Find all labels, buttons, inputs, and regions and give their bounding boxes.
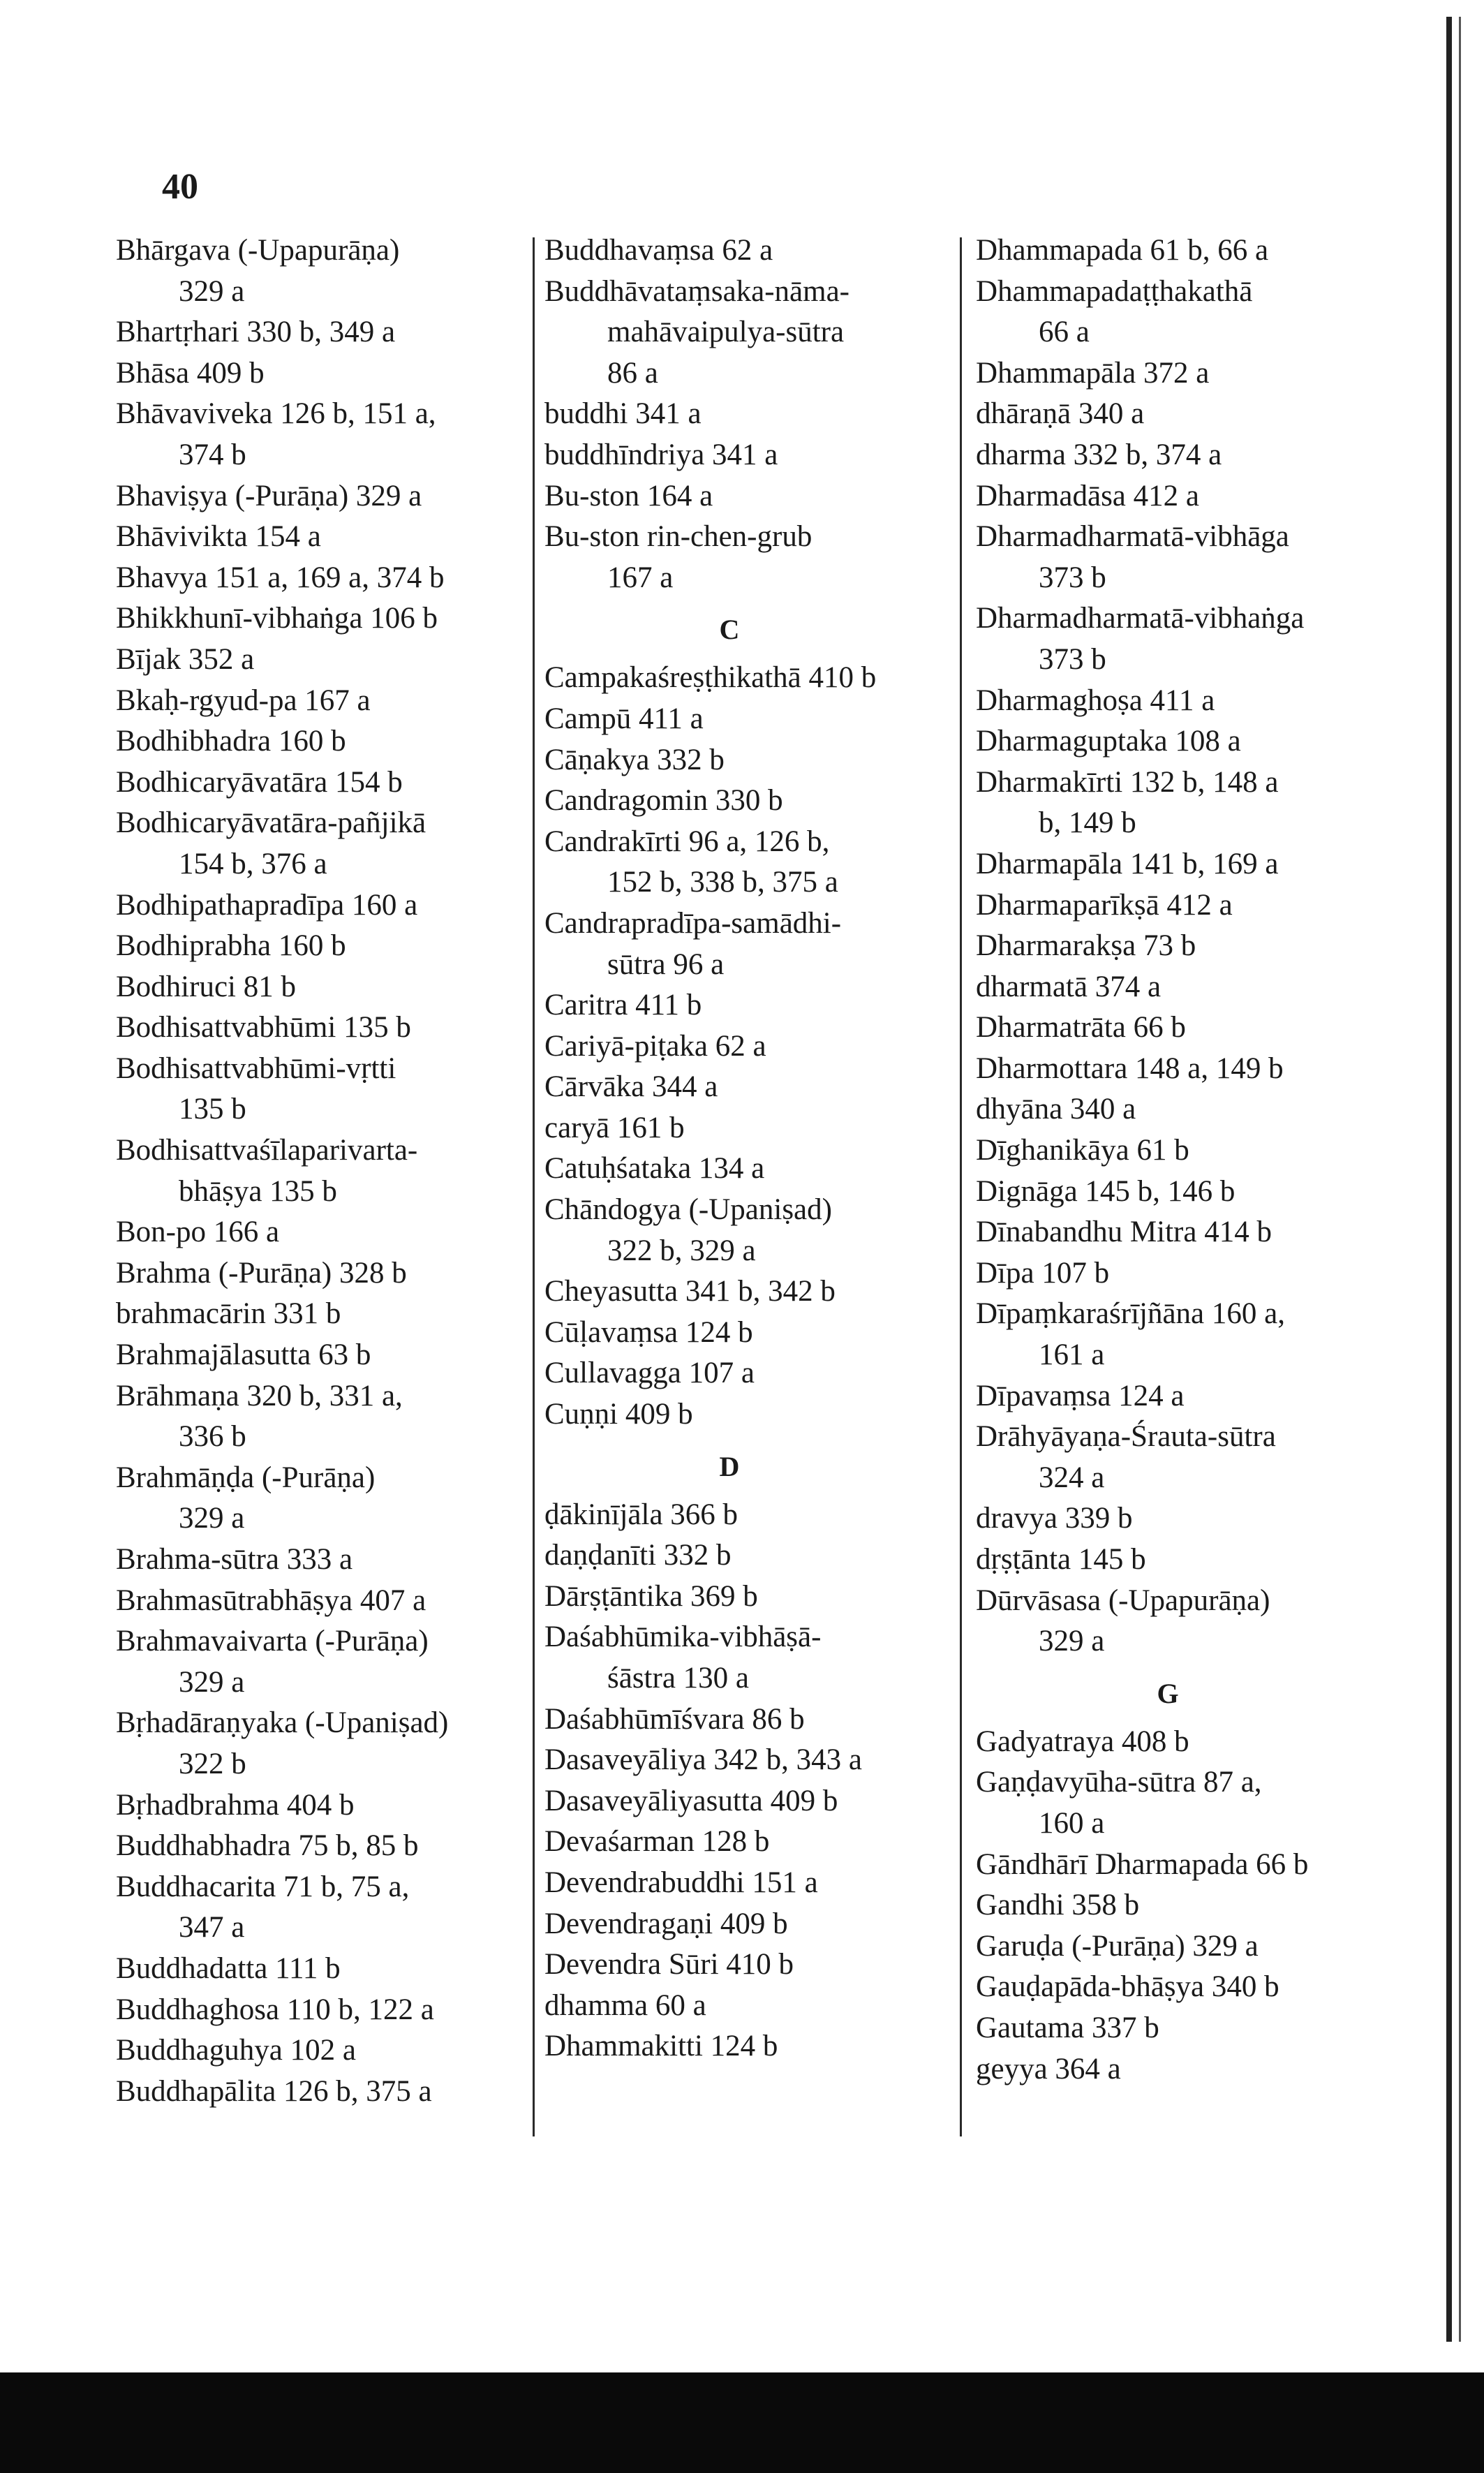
index-entry: Buddhavaṃsa 62 a [544, 234, 773, 267]
index-entry: 374 b [179, 438, 246, 471]
index-entry: Dharmottara 148 a, 149 b [976, 1051, 1284, 1085]
index-entry: Bodhibhadra 160 b [116, 725, 346, 758]
index-entry: 373 b [1039, 561, 1106, 594]
index-entry: 324 a [1039, 1461, 1105, 1494]
index-entry: Gadyatraya 408 b [976, 1725, 1189, 1758]
index-entry: dhamma 60 a [544, 1988, 706, 2022]
index-entry: 161 a [1039, 1338, 1105, 1372]
index-column-3 [976, 230, 1409, 2090]
index-entry: Dharmaghoṣa 411 a [976, 684, 1215, 717]
index-entry: Bodhiprabha 160 b [116, 929, 346, 963]
index-entry: 336 b [179, 1420, 246, 1454]
index-column-2 [544, 230, 963, 2067]
index-entry: 154 b, 376 a [179, 847, 327, 880]
index-entry: Dharmarakṣa 73 b [976, 929, 1196, 963]
index-entry: Cheyasutta 341 b, 342 b [544, 1275, 836, 1308]
index-entry: Brahmāṇḍa (-Purāṇa) [116, 1461, 376, 1494]
index-entry: Buddhabhadra 75 b, 85 b [116, 1829, 419, 1863]
index-entry: dhyāna 340 a [976, 1093, 1136, 1126]
index-entry: Garuḍa (-Purāṇa) 329 a [976, 1929, 1259, 1963]
index-entry: Cārvāka 344 a [544, 1070, 718, 1104]
index-entry: bhāṣya 135 b [179, 1174, 337, 1208]
index-entry: Dharmadāsa 412 a [976, 479, 1199, 512]
index-entry: Buddhadatta 111 b [116, 1951, 341, 1985]
index-entry: Bodhicaryāvatāra 154 b [116, 765, 403, 799]
index-entry: daṇḍanīti 332 b [544, 1539, 732, 1572]
page-number: 40 [162, 167, 198, 207]
index-entry: Dasaveyāliya 342 b, 343 a [544, 1743, 862, 1777]
index-entry: Buddhaghosa 110 b, 122 a [116, 1993, 434, 2026]
index-entry: Catuḥśataka 134 a [544, 1152, 765, 1186]
index-entry: Bhartṛhari 330 b, 349 a [116, 316, 396, 349]
section-letter: G [1157, 1677, 1179, 1709]
index-entry: Gauḍapāda-bhāṣya 340 b [976, 1970, 1279, 2004]
index-entry: Dūrvāsasa (-Upapurāṇa) [976, 1584, 1270, 1617]
index-entry: buddhīndriya 341 a [544, 438, 778, 471]
index-entry: Brahma (-Purāṇa) 328 b [116, 1256, 407, 1290]
index-entry: 135 b [179, 1093, 246, 1126]
index-entry: Bodhisattvaśīlaparivarta- [116, 1134, 418, 1167]
index-entry: 66 a [1039, 316, 1090, 349]
index-entry: Bhaviṣya (-Purāṇa) 329 a [116, 479, 422, 512]
index-entry: 329 a [179, 274, 245, 308]
index-entry: Dharmaparīkṣā 412 a [976, 888, 1233, 922]
index-entry: Gandhi 358 b [976, 1889, 1140, 1922]
index-entry: Candragomin 330 b [544, 784, 783, 818]
index-entry: Dīpaṃkaraśrījñāna 160 a, [976, 1297, 1285, 1331]
index-entry: Dīpavaṃsa 124 a [976, 1379, 1185, 1412]
index-entry: 152 b, 338 b, 375 a [607, 866, 838, 899]
section-letter: C [719, 614, 740, 646]
index-entry: Cariyā-piṭaka 62 a [544, 1029, 766, 1063]
index-entry: Devaśarman 128 b [544, 1825, 770, 1859]
index-entry: Cullavagga 107 a [544, 1357, 755, 1390]
index-entry: Bkaḥ-rgyud-pa 167 a [116, 684, 371, 717]
index-entry: Bhārgava (-Upapurāṇa) [116, 234, 400, 267]
index-entry: Bhavya 151 a, 169 a, 374 b [116, 561, 445, 594]
index-entry: Candrapradīpa-samādhi- [544, 906, 842, 940]
index-entry: Dīpa 107 b [976, 1256, 1110, 1290]
index-entry: Drāhyāyaṇa-Śrauta-sūtra [976, 1420, 1276, 1454]
index-entry: Daśabhūmīśvara 86 b [544, 1702, 805, 1736]
index-entry: 373 b [1039, 642, 1106, 676]
index-entry: b, 149 b [1039, 806, 1136, 840]
index-entry: Candrakīrti 96 a, 126 b, [544, 825, 830, 858]
index-entry: Bījak 352 a [116, 642, 255, 676]
index-entry: geyya 364 a [976, 2052, 1121, 2086]
index-entry: Cuṇṇi 409 b [544, 1398, 693, 1431]
index-entry: śāstra 130 a [607, 1662, 749, 1695]
index-entry: Devendrabuddhi 151 a [544, 1866, 818, 1899]
index-entry: Bhāvivikta 154 a [116, 520, 321, 554]
index-entry: 329 a [1039, 1625, 1105, 1658]
index-entry: Dīnabandhu Mitra 414 b [976, 1216, 1272, 1249]
index-entry: ḍākinījāla 366 b [544, 1498, 739, 1531]
index-entry: Bṛhadbrahma 404 b [116, 1788, 355, 1822]
index-entry: 322 b, 329 a [607, 1234, 756, 1267]
index-entry: Bodhisattvabhūmi 135 b [116, 1011, 411, 1044]
index-entry: dravya 339 b [976, 1502, 1133, 1535]
index-entry: Dharmakīrti 132 b, 148 a [976, 765, 1279, 799]
index-entry: Dasaveyāliyasutta 409 b [544, 1784, 838, 1817]
index-entry: Chāndogya (-Upaniṣad) [544, 1193, 832, 1227]
index-entry: Daśabhūmika-vibhāṣā- [544, 1621, 822, 1654]
index-entry: Bu-ston rin-chen-grub [544, 520, 813, 554]
index-entry: Dārṣṭāntika 369 b [544, 1579, 758, 1613]
index-entry: Dharmapāla 141 b, 169 a [976, 847, 1279, 880]
index-entry: Bhikkhunī-vibhaṅga 106 b [116, 602, 438, 635]
index-entry: dharma 332 b, 374 a [976, 438, 1222, 471]
index-entry: Cāṇakya 332 b [544, 743, 725, 776]
index-entry: Dhammapadaṭṭhakathā [976, 274, 1253, 308]
index-entry: 329 a [179, 1502, 245, 1535]
scan-border [0, 2372, 1484, 2473]
index-entry: Gautama 337 b [976, 2011, 1159, 2044]
index-entry: Bon-po 166 a [116, 1216, 280, 1249]
binding-edge-inner [1459, 17, 1461, 2342]
index-entry: Dhammakitti 124 b [544, 2030, 778, 2063]
index-entry: Brahmajālasutta 63 b [116, 1338, 371, 1372]
index-entry: brahmacārin 331 b [116, 1297, 341, 1331]
index-entry: Campū 411 a [544, 702, 704, 735]
index-entry: Dharmadharmatā-vibhāga [976, 520, 1289, 554]
index-entry: Bodhipathapradīpa 160 a [116, 888, 418, 922]
index-entry: 347 a [179, 1911, 245, 1944]
index-entry: mahāvaipulya-sūtra [607, 316, 845, 349]
index-entry: Dharmatrāta 66 b [976, 1011, 1186, 1044]
index-entry: Dharmadharmatā-vibhaṅga [976, 602, 1305, 635]
index-column-1 [116, 230, 535, 2112]
index-entry: Bodhicaryāvatāra-pañjikā [116, 806, 426, 840]
index-entry: Devendra Sūri 410 b [544, 1948, 794, 1981]
index-entry: buddhi 341 a [544, 397, 702, 431]
index-entry: Campakaśreṣṭhikathā 410 b [544, 661, 877, 695]
index-entry: 329 a [179, 1665, 245, 1699]
index-entry: Dhammapāla 372 a [976, 356, 1210, 390]
index-entry: Bṛhadāraṇyaka (-Upaniṣad) [116, 1706, 449, 1740]
index-entry: dharmatā 374 a [976, 970, 1162, 1003]
index-entry: Bu-ston 164 a [544, 479, 713, 512]
index-entry: sūtra 96 a [607, 947, 725, 981]
index-entry: Dignāga 145 b, 146 b [976, 1174, 1236, 1208]
index-entry: Buddhapālita 126 b, 375 a [116, 2074, 432, 2108]
index-entry: Devendragaṇi 409 b [544, 1907, 788, 1940]
index-entry: Dharmaguptaka 108 a [976, 725, 1241, 758]
index-entry: Dhammapada 61 b, 66 a [976, 234, 1269, 267]
index-entry: Caritra 411 b [544, 989, 702, 1022]
index-entry: caryā 161 b [544, 1111, 685, 1144]
index-entry: dhāraṇā 340 a [976, 397, 1145, 431]
column-divider [533, 237, 535, 2136]
index-entry: Buddhaguhya 102 a [116, 2034, 356, 2067]
index-entry: 160 a [1039, 1806, 1105, 1840]
section-letter: D [719, 1450, 740, 1482]
index-entry: 86 a [607, 356, 658, 390]
index-entry: Brahmavaivarta (-Purāṇa) [116, 1625, 429, 1658]
index-entry: Brahma-sūtra 333 a [116, 1543, 353, 1576]
index-entry: Brāhmaṇa 320 b, 331 a, [116, 1379, 403, 1412]
index-entry: Buddhāvataṃsaka-nāma- [544, 274, 849, 308]
index-entry: Gāndhārī Dharmapada 66 b [976, 1847, 1309, 1881]
index-entry: Bhāsa 409 b [116, 356, 265, 390]
index-entry: 167 a [607, 561, 674, 594]
index-entry: Buddhacarita 71 b, 75 a, [116, 1870, 410, 1903]
index-entry: Brahmasūtrabhāṣya 407 a [116, 1584, 426, 1617]
index-entry: Bhāvaviveka 126 b, 151 a, [116, 397, 436, 431]
column-divider [960, 237, 962, 2136]
index-entry: Gaṇḍavyūha-sūtra 87 a, [976, 1766, 1262, 1799]
index-entry: Bodhiruci 81 b [116, 970, 296, 1003]
index-entry: Cūḷavaṃsa 124 b [544, 1315, 753, 1349]
index-entry: 322 b [179, 1747, 246, 1780]
binding-edge [1446, 17, 1452, 2342]
index-entry: Bodhisattvabhūmi-vṛtti [116, 1051, 396, 1085]
index-entry: dṛṣṭānta 145 b [976, 1543, 1146, 1576]
index-entry: Dīghanikāya 61 b [976, 1134, 1189, 1167]
